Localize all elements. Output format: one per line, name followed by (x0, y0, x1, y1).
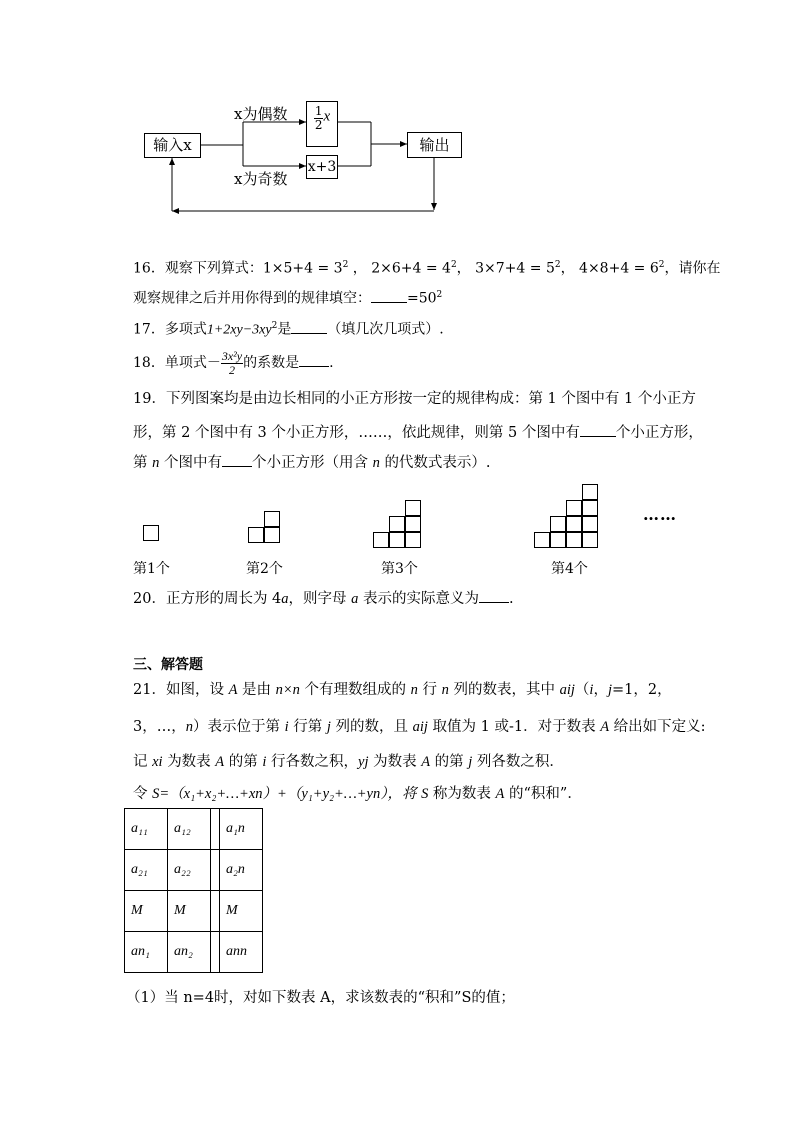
q21-S: S (152, 786, 160, 802)
q16-suffix: ，请你在 (664, 260, 721, 277)
q18-numerator: 3x²y (221, 348, 243, 363)
matrix-cell: a₁₁ (125, 809, 168, 850)
q16-eq2-exp: 2 (450, 260, 457, 270)
q21-text: 行各数之积， (271, 754, 359, 770)
q21-line4 (133, 784, 582, 804)
fig3-square (405, 532, 421, 548)
half-box (306, 101, 338, 147)
table-row (125, 932, 263, 973)
flow-arrow-even (299, 119, 306, 125)
q21-text: 列各数之积． (476, 754, 564, 770)
q21-S: S (421, 786, 429, 802)
q16-prefix: 16．观察下列算式： (133, 260, 263, 277)
q21-aij: aij (559, 682, 575, 698)
fig4-caption: 第4个 (551, 561, 588, 577)
q19-line2-a: 形，第 2 个图中有 3 个小正方形，……，依此规律，则第 5 个图中有 (133, 425, 580, 441)
fig4-square (582, 500, 598, 516)
q16-eq3: 3×7+4 = 5 (475, 260, 555, 277)
table-row (125, 891, 263, 932)
q21-aij: aij (412, 719, 428, 735)
q17-expr: 1+2xy−3xy (206, 322, 272, 338)
q21-text: 行第 (293, 719, 323, 735)
q18-blank[interactable] (299, 352, 329, 367)
q17-tail: （填几次几项式）. (327, 321, 444, 338)
plus3-box (306, 155, 338, 179)
q20-prefix: 20．正方形的周长为 4 (133, 591, 282, 607)
q21-text: 行 (422, 682, 438, 698)
section3-heading: 三、解答题 (133, 657, 203, 673)
flow-arrow-back (172, 208, 179, 214)
flow-arrow-up (169, 158, 175, 165)
matrix-cell: ann (220, 932, 263, 973)
plus3-label: x+3 (307, 159, 337, 175)
q19-n2: n (372, 455, 380, 471)
q17-suffix: 是 (277, 321, 292, 338)
q21-text: 3，…， (133, 719, 186, 735)
q18-denominator: 2 (228, 362, 235, 377)
fig1-square (143, 525, 159, 541)
q20-tail: . (509, 591, 514, 607)
fig3-square (405, 516, 421, 532)
q16-eq1-exp: 2 (342, 260, 349, 270)
q21-var-A: A (600, 719, 610, 735)
matrix-cell (211, 850, 220, 891)
fig4-square (582, 516, 598, 532)
fig2-square (264, 511, 280, 527)
half-denominator: 2 (314, 118, 323, 132)
fig2-square (248, 527, 264, 543)
matrix-cell (211, 891, 220, 932)
q21-part1: （1）当 n=4时，对如下数表 A，求该数表的“积和”S的值； (126, 990, 515, 1006)
q21-text: =（x₁+x₂+…+xn）+（y₁+y₂+…+yn），将 (159, 786, 417, 802)
q21-xi: xi (152, 754, 163, 770)
half-numerator: 1 (314, 104, 323, 118)
q21-nxn: n×n (275, 682, 300, 698)
fig4-square (550, 516, 566, 532)
matrix-cell: an₁ (125, 932, 168, 973)
q16-eq3-exp: 2 (554, 260, 561, 270)
q19-line1: 19．下列图案均是由边长相同的小正方形按一定的规律构成：第 1 个图中有 1 个小正方 (133, 391, 696, 407)
q17-line (133, 316, 444, 341)
q19-blank2[interactable] (222, 452, 252, 467)
table-row (125, 809, 263, 850)
flow-arrow-output (400, 141, 407, 147)
q16-line2-prefix: 观察规律之后并用你得到的规律填空： (133, 290, 371, 307)
q21-line2 (133, 717, 706, 737)
fig2-caption: 第2个 (246, 561, 283, 577)
q21-text: 21．如图，设 (133, 682, 224, 698)
q21-j: j (468, 754, 473, 770)
fig3-square (405, 500, 421, 516)
fig4-square (534, 532, 550, 548)
q21-text: 是由 (242, 682, 272, 698)
q16-eq1: 1×5+4 = 3 (262, 260, 343, 277)
q21-n: n (410, 682, 418, 698)
matrix-cell (211, 932, 220, 973)
q19-line3-d: 的代数式表示）. (384, 455, 491, 471)
q21-line1 (133, 680, 672, 700)
q21-var-A: A (421, 754, 431, 770)
q19-line3-a: 第 (133, 455, 148, 471)
q21-text: （ (574, 682, 590, 698)
q16-line2 (133, 285, 442, 309)
q21-n: n (441, 682, 449, 698)
fig3-square (389, 516, 405, 532)
q21-text: 的第 (434, 754, 464, 770)
q21-j: j (326, 719, 331, 735)
input-label: 输入x (153, 136, 192, 154)
table-row (125, 850, 263, 891)
q18-fraction (221, 350, 243, 377)
q18-suffix: 的系数是 (243, 355, 300, 371)
q21-var-A: A (228, 682, 238, 698)
q18-line (133, 346, 334, 380)
fig3-square (373, 532, 389, 548)
q21-text: 的第 (228, 754, 258, 770)
matrix-cell: M (125, 891, 168, 932)
q21-text: 列的数，且 (335, 719, 408, 735)
fig2-square (264, 527, 280, 543)
q16-line1: 16．观察下列算式：$1\times 5+4 = 3^2$ ， $2\times 6+4 = 4^2$， $3\times 7+4 = 5^2$， $4\times 8+4 = 6^2$，请你在 (133, 260, 721, 277)
q19-line2 (133, 422, 703, 443)
q16-blank[interactable] (371, 288, 407, 303)
q21-text: 称为数表 (432, 786, 491, 802)
q21-text: 给出如下定义: (613, 719, 706, 735)
flowchart-lines (0, 0, 794, 230)
q21-text: 取值为 1 或-1．对于数表 (432, 719, 596, 735)
q21-text: ， (593, 682, 608, 698)
q21-text: 为数表 (373, 754, 417, 770)
q21-text: =1，2， (611, 682, 672, 698)
q17-blank[interactable] (291, 319, 327, 334)
q19-line3-b: 个图中有 (163, 455, 222, 471)
matrix-cell: an₂ (168, 932, 211, 973)
q19-line3 (133, 452, 491, 473)
q17-prefix: 17．多项式 (133, 321, 207, 338)
matrix-cell: a₂₁ (125, 850, 168, 891)
input-box (144, 133, 201, 158)
q20-line (133, 588, 514, 609)
q21-text: 令 (133, 786, 148, 802)
q16-line2-suffix: =50 (407, 290, 437, 307)
q19-blank1[interactable] (580, 422, 616, 437)
fig4-square (566, 516, 582, 532)
q21-text: 的“积和”． (509, 786, 582, 802)
q19-n: n (152, 455, 160, 471)
fig4-square (566, 500, 582, 516)
q19-line3-c: 个小正方形（用含 (251, 455, 368, 471)
q20-var-a: a (281, 591, 289, 607)
q21-text: 列的数表，其中 (453, 682, 555, 698)
q21-n: n (185, 719, 193, 735)
q21-text: 个有理数组成的 (304, 682, 407, 698)
q21-text: ）表示位于第 (192, 719, 280, 735)
matrix-cell (211, 809, 220, 850)
q17-expr-exp: 2 (271, 321, 278, 331)
fig4-square (550, 532, 566, 548)
fig1-caption: 第1个 (133, 561, 170, 577)
output-label: 输出 (419, 136, 450, 154)
q16-line2-exp: 2 (436, 290, 443, 300)
half-variable: x (323, 108, 331, 125)
q19-line2-b: 个小正方形， (615, 425, 703, 441)
flow-arrow-down (431, 203, 437, 210)
flow-arrow-odd (299, 163, 306, 169)
fig3-square (389, 532, 405, 548)
matrix-cell: a₂n (220, 850, 263, 891)
q16-eq4: 4×8+4 = 6 (579, 260, 659, 277)
q21-text: 记 (133, 754, 148, 770)
q21-text: 为数表 (167, 754, 211, 770)
matrix-cell: M (168, 891, 211, 932)
q21-j: j (607, 682, 612, 698)
q21-var-A: A (495, 786, 505, 802)
matrix-cell: a₁₂ (168, 809, 211, 850)
q21-yj: yj (358, 754, 369, 770)
matrix-cell: a₁n (220, 809, 263, 850)
odd-label: x为奇数 (234, 170, 288, 188)
fig4-square (582, 532, 598, 548)
q18-prefix: 18．单项式－ (133, 355, 221, 371)
q16-eq2: 2×6+4 = 4 (371, 260, 451, 277)
matrix-cell: a₂₂ (168, 850, 211, 891)
fig4-square (566, 532, 582, 548)
q21-var-A: A (215, 754, 225, 770)
q21-i: i (262, 754, 267, 770)
q21-i: i (284, 719, 289, 735)
output-box (407, 132, 462, 158)
fig3-caption: 第3个 (381, 561, 418, 577)
matrix-table (124, 808, 263, 973)
q20-var-a2: a (351, 591, 359, 607)
q20-mid: ，则字母 (288, 591, 347, 607)
fig4-square (582, 484, 598, 500)
q19-ellipsis: …… (643, 505, 677, 524)
even-label: x为偶数 (234, 105, 288, 123)
q20-suffix: 表示的实际意义为 (363, 591, 480, 607)
q21-line3 (133, 752, 564, 772)
q16-eq4-exp: 2 (658, 260, 665, 270)
matrix-cell: M (220, 891, 263, 932)
q21-i: i (589, 682, 594, 698)
q18-tail: . (329, 355, 334, 371)
q20-blank[interactable] (479, 588, 509, 603)
